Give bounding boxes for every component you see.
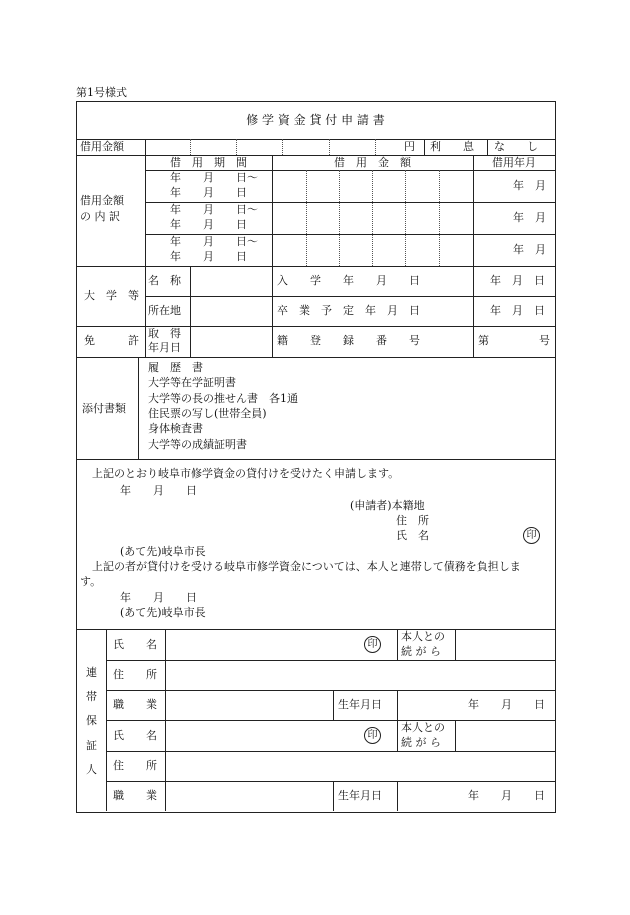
- table-rule: [372, 170, 373, 266]
- applicant-name-label: 氏 名: [396, 529, 429, 542]
- divider: [106, 720, 555, 721]
- relation-label-1: 本人との: [401, 630, 445, 643]
- guarantor-name-label: 氏 名: [113, 638, 157, 651]
- period-to: 年 月 日: [170, 218, 247, 231]
- relation-field[interactable]: [457, 722, 553, 749]
- addressee: (あて先)岐阜市長: [120, 545, 206, 558]
- guarantor-address-field[interactable]: [167, 753, 553, 779]
- attachment-item: 身体検査書: [148, 422, 203, 435]
- col-amount-header: 借 用 金 額: [334, 156, 411, 169]
- yearmonth-fill: 年 月: [513, 211, 546, 224]
- relation-label-2: 続 が ら: [401, 736, 441, 749]
- yearmonth-fill: 年 月: [513, 243, 546, 256]
- registry-suffix: 号: [539, 334, 550, 347]
- table-rule: [455, 720, 456, 751]
- registry-number-label: 籍 登 録 番 号: [277, 334, 420, 347]
- period-from: 年 月 日～: [170, 235, 258, 248]
- guarantor-job-label: 職 業: [113, 698, 157, 711]
- table-rule: [138, 357, 139, 459]
- seal-mark-icon: 印: [364, 727, 381, 744]
- table-rule: [424, 139, 425, 155]
- attachments-label: 添付書類: [82, 402, 126, 415]
- divider: [106, 690, 555, 691]
- interest-label: 利 息: [430, 140, 474, 153]
- table-rule: [397, 781, 398, 811]
- table-rule: [333, 690, 334, 720]
- loan-amount-label: 借用金額: [80, 140, 124, 153]
- applicant-address-label: 住 所: [396, 514, 429, 527]
- admission-date-label: 入 学 年 月 日: [277, 274, 420, 287]
- divider: [76, 459, 555, 460]
- attachment-item: 大学等在学証明書: [148, 376, 236, 389]
- col-period-header: 借 用 期 間: [170, 156, 247, 169]
- table-rule: [405, 170, 406, 266]
- registry-prefix: 第: [478, 334, 489, 347]
- table-rule: [397, 690, 398, 720]
- yen-unit: 円: [404, 140, 415, 153]
- guarantor-side-label: 連: [86, 666, 97, 679]
- table-rule: [145, 155, 146, 266]
- license-acquired-label-1: 取 得: [148, 327, 181, 340]
- university-location-label: 所在地: [148, 304, 181, 317]
- divider: [106, 751, 555, 752]
- divider: [106, 781, 555, 782]
- guarantee-text-line1: 上記の者が貸付けを受ける岐阜市修学資金については、本人と連帯して債務を負担しま: [92, 560, 521, 573]
- guarantor-side-label: 証: [86, 739, 97, 752]
- form-number: 第1号様式: [76, 86, 127, 99]
- seal-mark-icon: 印: [523, 527, 540, 544]
- table-rule: [272, 155, 273, 266]
- divider: [76, 266, 555, 267]
- period-from: 年 月 日～: [170, 171, 258, 184]
- table-rule: [455, 629, 456, 660]
- admission-date-fill: 年 月 日: [490, 274, 545, 287]
- guarantor-address-field[interactable]: [167, 662, 553, 688]
- breakdown-label-line2: の 内 訳: [80, 210, 120, 223]
- birth-date-label: 生年月日: [338, 698, 382, 711]
- loan-amount-field[interactable]: [146, 140, 392, 154]
- table-rule: [333, 781, 334, 811]
- table-rule: [397, 629, 398, 660]
- declaration-date: 年 月 日: [120, 484, 197, 497]
- table-rule: [306, 170, 307, 266]
- period-to: 年 月 日: [170, 186, 247, 199]
- license-acquired-label-2: 年月日: [148, 341, 181, 354]
- table-rule: [473, 266, 474, 357]
- university-name-label: 名 称: [148, 274, 181, 287]
- form-title: 修 学 資 金 貸 付 申 請 書: [246, 113, 385, 127]
- table-rule: [165, 629, 166, 811]
- guarantor-job-label: 職 業: [113, 789, 157, 802]
- divider: [145, 296, 555, 297]
- guarantor-job-field[interactable]: [167, 783, 331, 809]
- table-rule: [397, 720, 398, 751]
- table-rule: [439, 170, 440, 266]
- guarantor-name-label: 氏 名: [113, 729, 157, 742]
- attachment-item: 大学等の長の推せん書 各1通: [148, 392, 298, 405]
- seal-mark-icon: 印: [364, 636, 381, 653]
- guarantee-date: 年 月 日: [120, 591, 197, 604]
- table-rule: [190, 266, 191, 357]
- license-date-field[interactable]: [192, 328, 270, 355]
- guarantor-side-label: 保: [86, 714, 97, 727]
- guarantor-address-label: 住 所: [113, 668, 157, 681]
- table-rule: [473, 155, 474, 266]
- declaration-text: 上記のとおり岐阜市修学資金の貸付けを受けたく申請します。: [92, 467, 400, 480]
- addressee: (あて先)岐阜市長: [120, 606, 206, 619]
- period-to: 年 月 日: [170, 250, 247, 263]
- graduation-date-fill: 年 月 日: [490, 304, 545, 317]
- license-label: 免 許: [84, 334, 139, 347]
- attachment-item: 大学等の成績証明書: [148, 438, 247, 451]
- university-location-field[interactable]: [192, 298, 270, 325]
- interest-value: な し: [494, 140, 538, 153]
- birth-date-fill: 年 月 日: [468, 698, 545, 711]
- yearmonth-fill: 年 月: [513, 179, 546, 192]
- relation-field[interactable]: [457, 631, 553, 658]
- guarantor-side-label: 人: [86, 763, 97, 776]
- table-rule: [487, 139, 488, 155]
- university-name-field[interactable]: [192, 268, 270, 295]
- birth-date-fill: 年 月 日: [468, 789, 545, 802]
- birth-date-label: 生年月日: [338, 789, 382, 802]
- applicant-domicile-label: (申請者)本籍地: [350, 499, 425, 512]
- divider: [76, 357, 555, 358]
- period-from: 年 月 日～: [170, 203, 258, 216]
- table-rule: [272, 266, 273, 357]
- attachment-item: 住民票の写し(世帯全員): [148, 407, 267, 420]
- graduation-date-label: 卒 業 予 定 年 月 日: [277, 304, 420, 317]
- guarantee-text-line2: す。: [80, 575, 102, 588]
- attachment-item: 履 歴 書: [148, 361, 203, 374]
- breakdown-label-line1: 借用金額: [80, 194, 124, 207]
- divider: [76, 629, 555, 630]
- relation-label-2: 続 が ら: [401, 645, 441, 658]
- guarantor-name-field[interactable]: [167, 631, 357, 658]
- table-rule: [145, 266, 146, 357]
- guarantor-address-label: 住 所: [113, 759, 157, 772]
- table-rule: [339, 170, 340, 266]
- col-yearmonth-header: 借用年月: [492, 156, 536, 169]
- table-rule: [106, 629, 107, 811]
- university-label: 大 学 等: [84, 289, 139, 302]
- divider: [106, 660, 555, 661]
- guarantor-job-field[interactable]: [167, 692, 331, 718]
- guarantor-name-field[interactable]: [167, 722, 357, 749]
- guarantor-side-label: 帯: [86, 690, 97, 703]
- relation-label-1: 本人との: [401, 721, 445, 734]
